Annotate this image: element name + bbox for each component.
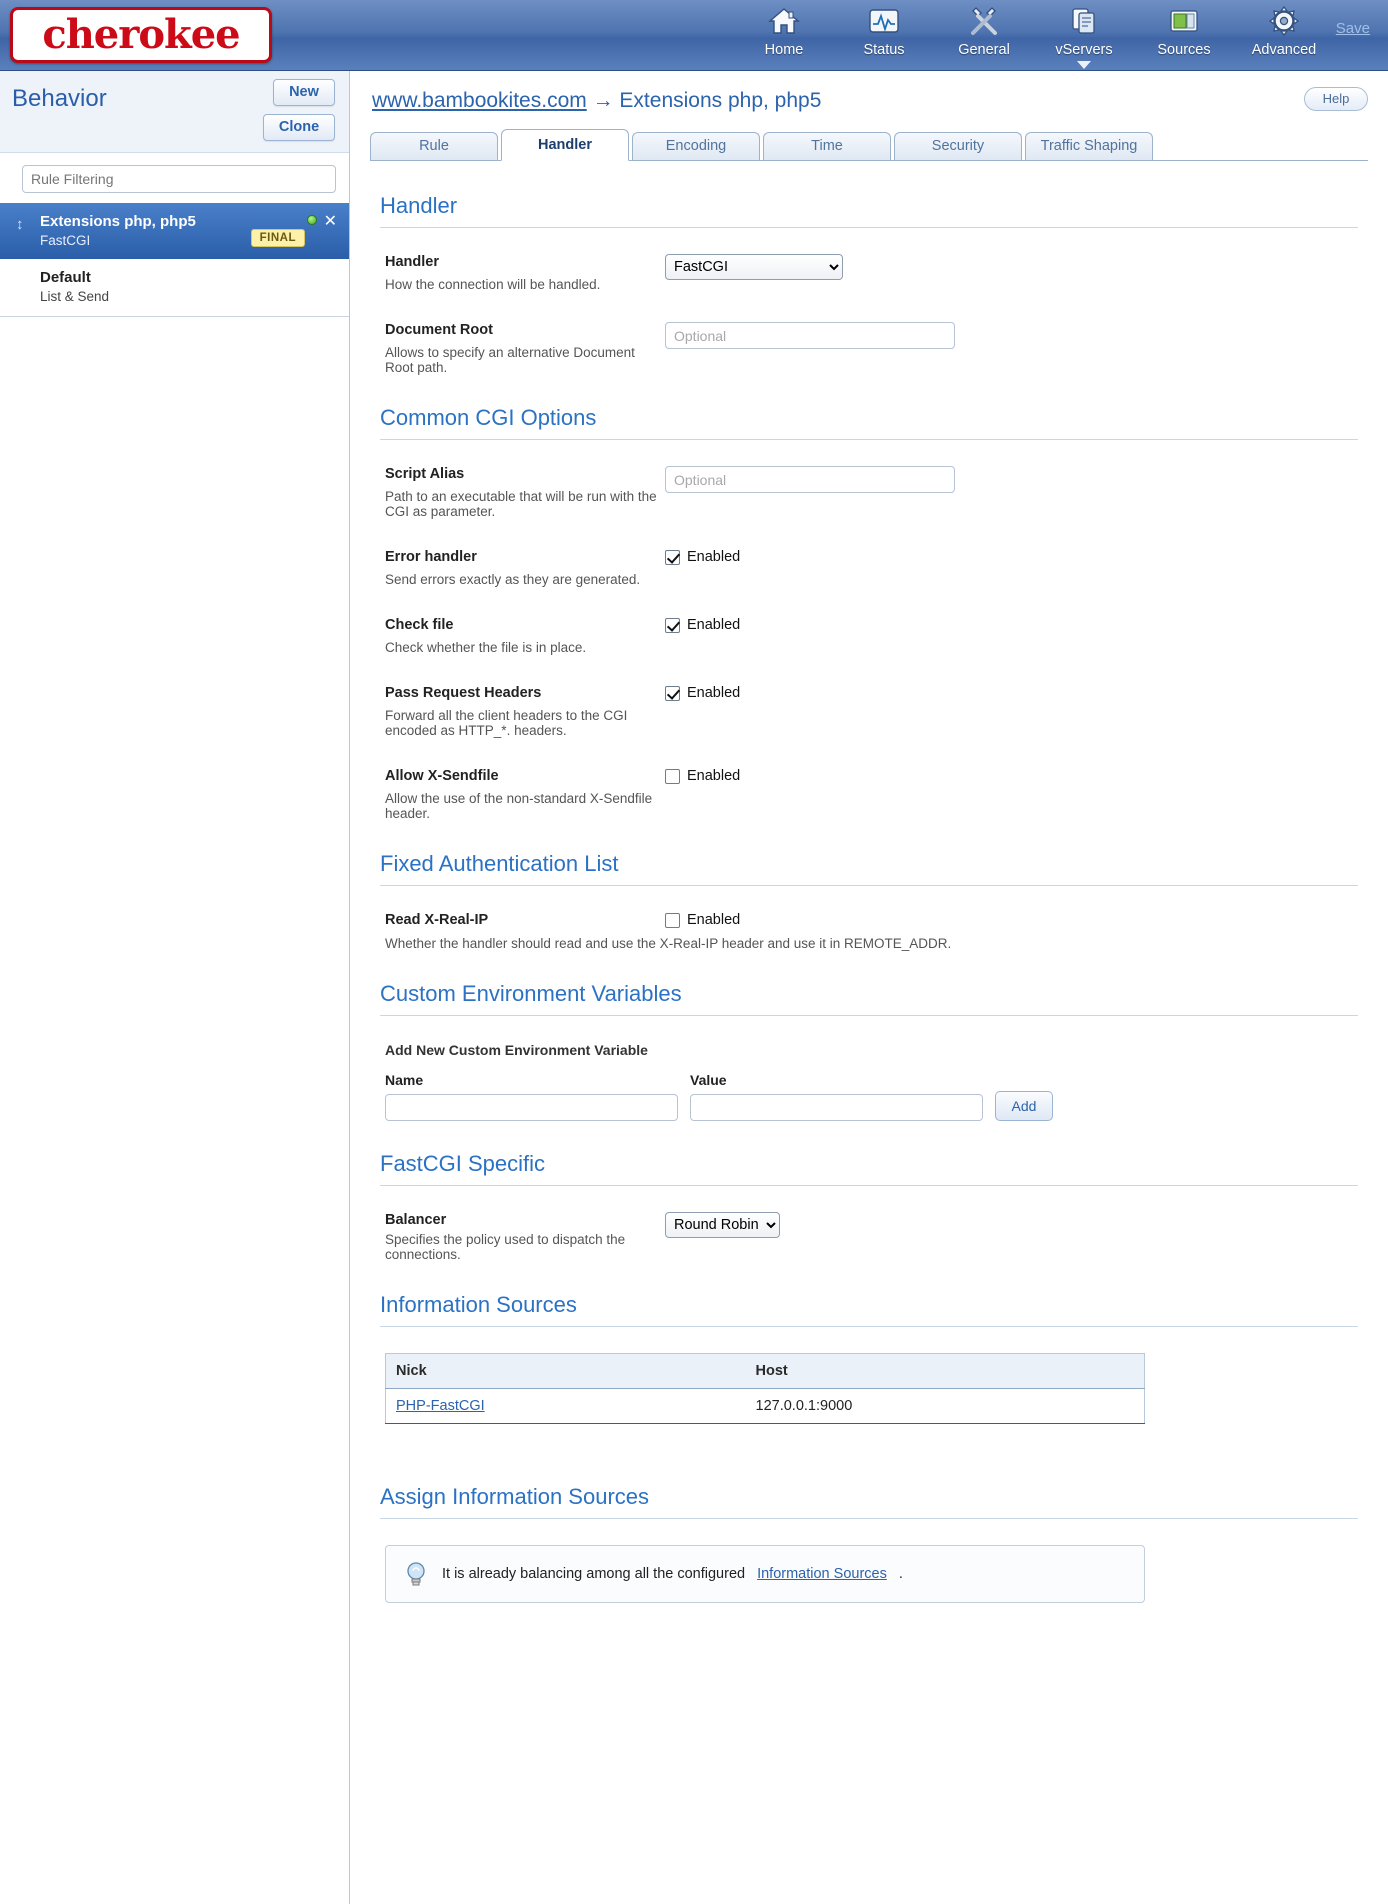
table-row[interactable]	[386, 1389, 1145, 1424]
label-allow-x-sendfile: Allow X-Sendfile	[385, 768, 499, 784]
wrench-icon	[945, 4, 1023, 41]
check-file-checkbox[interactable]	[665, 618, 680, 633]
add-env-variable-button[interactable]: Add	[995, 1091, 1053, 1121]
handler-select[interactable]	[665, 254, 843, 280]
table-header-row	[386, 1354, 1145, 1389]
home-icon	[745, 4, 823, 41]
nav-label-vservers: vServers	[1055, 42, 1113, 58]
nav-item-vservers[interactable]	[1045, 4, 1123, 58]
label-error-handler: Error handler	[385, 549, 477, 565]
tab-rule[interactable]: Rule	[370, 132, 498, 160]
env-value-input[interactable]	[690, 1094, 983, 1121]
rule-handler: FastCGI	[40, 232, 91, 248]
tab-encoding[interactable]: Encoding	[632, 132, 760, 160]
nav-item-advanced[interactable]	[1245, 4, 1323, 58]
drag-handle-icon[interactable]: ↕	[16, 216, 24, 233]
sidebar-title: Behavior	[12, 85, 107, 112]
document-root-input[interactable]	[665, 322, 955, 349]
nav-label-sources: Sources	[1157, 42, 1211, 58]
label-script-alias: Script Alias	[385, 466, 465, 482]
cell-nick	[386, 1389, 746, 1424]
label-document-root: Document Root	[385, 322, 493, 338]
tab-traffic-shaping[interactable]: Traffic Shaping	[1025, 132, 1153, 160]
label-env-value: Value	[690, 1072, 727, 1088]
hint-check-file: Check whether the file is in place.	[385, 640, 587, 655]
status-icon	[845, 4, 923, 41]
field-balancer	[380, 1212, 1358, 1262]
field-check-file	[380, 617, 1358, 655]
servers-icon	[1045, 4, 1123, 41]
information-sources-table	[385, 1353, 1145, 1424]
hint-allow-x-sendfile: Allow the use of the non-standard X-Sendfile header.	[385, 791, 653, 821]
nav-item-home[interactable]	[745, 4, 823, 58]
read-x-real-ip-checkbox-label: Enabled	[687, 912, 741, 928]
label-handler: Handler	[385, 254, 439, 270]
read-x-real-ip-checkbox[interactable]	[665, 913, 680, 928]
env-name-input[interactable]	[385, 1094, 678, 1121]
breadcrumb-current: Extensions php, php5	[619, 89, 822, 112]
status-dot-icon	[307, 215, 317, 225]
rule-filter-wrapper	[0, 153, 349, 203]
nav-item-status[interactable]	[845, 4, 923, 58]
column-header-host: Host	[746, 1354, 1145, 1389]
help-button[interactable]: Help	[1304, 87, 1368, 111]
nav-item-general[interactable]	[945, 4, 1023, 58]
section-title-fastcgi: FastCGI Specific	[380, 1151, 1358, 1186]
tab-time[interactable]: Time	[763, 132, 891, 160]
lightbulb-icon	[402, 1560, 430, 1588]
balancing-notice	[385, 1545, 1145, 1603]
status-badge: FINAL	[251, 229, 305, 247]
hint-balancer: Specifies the policy used to dispatch the connections.	[385, 1232, 626, 1262]
rule-name: Default	[40, 269, 91, 287]
field-error-handler	[380, 549, 1358, 587]
close-icon[interactable]: ✕	[323, 213, 337, 230]
sidebar	[0, 71, 350, 1904]
label-read-x-real-ip: Read X-Real-IP	[385, 912, 489, 928]
main-panel	[350, 71, 1388, 1904]
gear-icon	[1245, 4, 1323, 41]
rule-list	[0, 203, 349, 317]
section-title-custom-env: Custom Environment Variables	[380, 981, 1358, 1016]
main-nav	[745, 4, 1323, 58]
breadcrumb	[350, 71, 1388, 129]
column-header-nick: Nick	[386, 1354, 746, 1389]
source-link-php-fastcgi[interactable]: PHP-FastCGI	[396, 1398, 485, 1414]
nav-label-general: General	[958, 42, 1010, 58]
tab-handler[interactable]: Handler	[501, 129, 629, 161]
nav-item-sources[interactable]	[1145, 4, 1223, 58]
pass-request-headers-checkbox-label: Enabled	[687, 685, 741, 701]
notice-text-pre: It is already balancing among all the configured	[442, 1566, 746, 1582]
clone-rule-button[interactable]: Clone	[263, 114, 335, 141]
field-script-alias	[380, 466, 1358, 519]
tab-security[interactable]: Security	[894, 132, 1022, 160]
hint-error-handler: Send errors exactly as they are generated.	[385, 572, 641, 587]
hint-document-root: Allows to specify an alternative Document Root path.	[385, 345, 635, 375]
field-allow-x-sendfile	[380, 768, 1358, 821]
rule-name: Extensions php, php5	[40, 213, 196, 230]
information-sources-link[interactable]: Information Sources	[757, 1566, 887, 1582]
section-title-common-cgi: Common CGI Options	[380, 405, 1358, 440]
rule-filter-input[interactable]	[22, 165, 336, 193]
label-balancer: Balancer	[385, 1212, 447, 1228]
hint-script-alias: Path to an executable that will be run with the CGI as parameter.	[385, 489, 657, 519]
logo-text: cherokee	[42, 11, 240, 58]
field-document-root	[380, 322, 1358, 375]
tab-bar	[370, 129, 1368, 161]
script-alias-input[interactable]	[665, 466, 955, 493]
rule-handler: List & Send	[40, 289, 110, 305]
save-link[interactable]: Save	[1335, 20, 1370, 37]
cell-host: 127.0.0.1:9000	[746, 1389, 1145, 1424]
sidebar-header	[0, 71, 349, 153]
label-env-name: Name	[385, 1072, 424, 1088]
rule-item-default[interactable]	[0, 259, 349, 315]
allow-x-sendfile-checkbox-label: Enabled	[687, 768, 741, 784]
hint-pass-request-headers: Forward all the client headers to the CGI encoded as HTTP_*. headers.	[385, 708, 628, 738]
balancer-select[interactable]	[665, 1212, 780, 1238]
hint-handler: How the connection will be handled.	[385, 277, 601, 292]
top-navigation-bar	[0, 0, 1388, 71]
nav-label-home: Home	[764, 42, 804, 58]
error-handler-checkbox[interactable]	[665, 550, 680, 565]
section-title-handler: Handler	[380, 193, 1358, 228]
field-read-x-real-ip	[380, 912, 1358, 928]
notice-text-post: .	[898, 1566, 903, 1582]
breadcrumb-arrow: →	[586, 89, 620, 112]
field-handler	[380, 254, 1358, 292]
label-pass-request-headers: Pass Request Headers	[385, 685, 542, 701]
cherokee-logo	[10, 7, 272, 63]
rule-item-extensions-php[interactable]	[0, 203, 349, 259]
page-layout	[0, 71, 1388, 1904]
custom-env-add-title: Add New Custom Environment Variable	[385, 1042, 648, 1058]
tab-content-handler	[350, 161, 1388, 1603]
section-title-assign-sources: Assign Information Sources	[380, 1484, 1358, 1519]
breadcrumb-host-link[interactable]: www.bambookites.com	[372, 89, 587, 112]
hint-read-x-real-ip: Whether the handler should read and use the X-Real-IP header and use it in REMOTE_ADDR.	[385, 936, 952, 951]
nav-label-status: Status	[863, 42, 905, 58]
label-check-file: Check file	[385, 617, 454, 633]
check-file-checkbox-label: Enabled	[687, 617, 741, 633]
nav-label-advanced: Advanced	[1251, 42, 1317, 58]
new-rule-button[interactable]: New	[273, 79, 335, 106]
section-title-fixed-auth: Fixed Authentication List	[380, 851, 1358, 886]
custom-env-add-form	[385, 1072, 1358, 1121]
sources-icon	[1145, 4, 1223, 41]
allow-x-sendfile-checkbox[interactable]	[665, 769, 680, 784]
error-handler-checkbox-label: Enabled	[687, 549, 741, 565]
pass-request-headers-checkbox[interactable]	[665, 686, 680, 701]
section-title-info-sources: Information Sources	[380, 1292, 1358, 1327]
field-pass-request-headers	[380, 685, 1358, 738]
